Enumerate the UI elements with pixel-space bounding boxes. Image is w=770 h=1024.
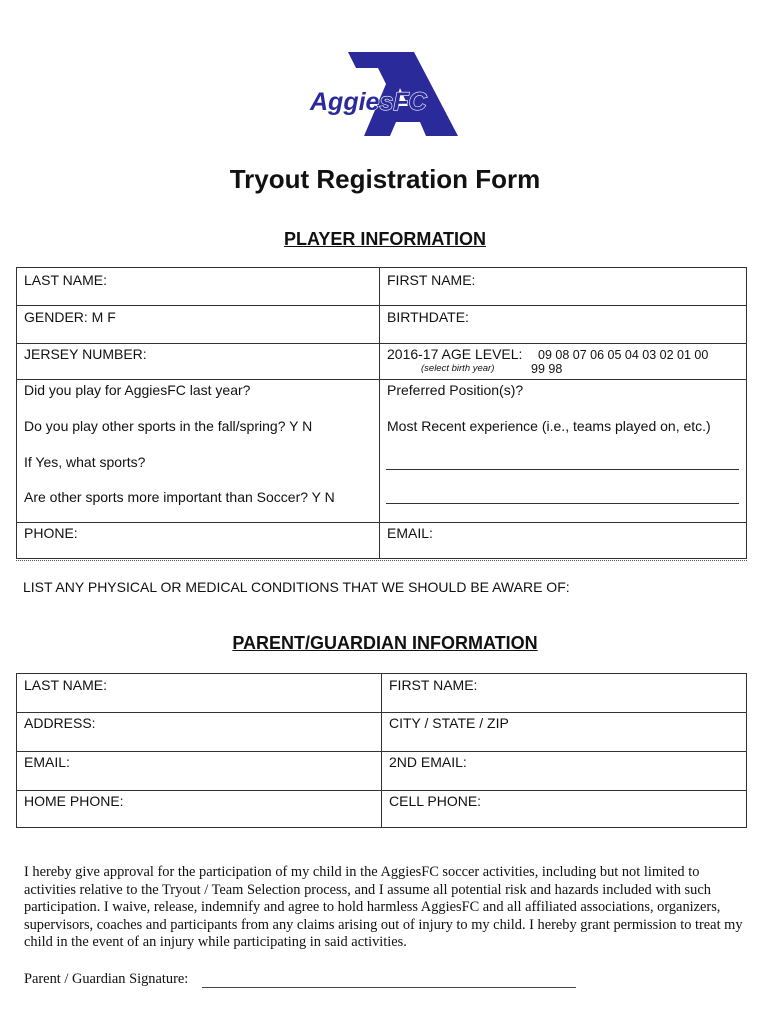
preferred-positions-question[interactable]: Preferred Position(s)? bbox=[387, 382, 524, 398]
logo-text: AggiesFC bbox=[310, 88, 427, 116]
player-info-heading: PLAYER INFORMATION bbox=[283, 229, 486, 249]
parent-email-field[interactable]: EMAIL: bbox=[24, 754, 70, 770]
parent-home-phone-field[interactable]: HOME PHONE: bbox=[24, 793, 124, 809]
player-email-field[interactable]: EMAIL: bbox=[387, 525, 433, 541]
parent-last-name-field[interactable]: LAST NAME: bbox=[24, 677, 107, 693]
parent-info-heading: PARENT/GUARDIAN INFORMATION bbox=[232, 633, 538, 653]
player-info-table bbox=[16, 267, 747, 559]
age-level-years-row1[interactable]: 09 08 07 06 05 04 03 02 01 00 bbox=[538, 348, 709, 362]
parent-cell-phone-field[interactable]: CELL PHONE: bbox=[389, 793, 482, 809]
player-jersey-number-field[interactable]: JERSEY NUMBER: bbox=[24, 346, 147, 362]
waiver-paragraph: I hereby give approval for the participation of my child in the AggiesFC soccer activities, including but not limited to activities relative to the Tryout / Team Selection process, and I assume all potential risk and hazards included with such participation. I waive, release, indemnify and agree to hold harmless AggiesFC and all affiliated associations, organizers, supervisors, coaches and participants from any claims arising out of injury to my child. I hereby grant permission to treat my child in the event of an injury while participating in said activities. bbox=[24, 864, 743, 951]
player-phone-field[interactable]: PHONE: bbox=[24, 525, 78, 541]
signature-line[interactable] bbox=[202, 987, 576, 988]
player-last-name-field[interactable]: LAST NAME: bbox=[24, 272, 107, 288]
parent-address-field[interactable]: ADDRESS: bbox=[24, 715, 96, 731]
player-birthdate-field[interactable]: BIRTHDATE: bbox=[387, 309, 469, 325]
signature-label: Parent / Guardian Signature: bbox=[24, 971, 189, 987]
more-important-question[interactable]: Are other sports more important than Soccer? Y N bbox=[24, 489, 335, 505]
parent-info-table bbox=[16, 673, 747, 828]
age-level-years-row2[interactable]: 99 98 bbox=[531, 362, 563, 376]
aggiesfc-logo bbox=[308, 48, 468, 140]
player-first-name-field[interactable]: FIRST NAME: bbox=[387, 272, 476, 288]
select-birth-year-hint: (select birth year) bbox=[421, 363, 495, 374]
section-divider bbox=[16, 560, 747, 561]
medical-conditions-field[interactable]: LIST ANY PHYSICAL OR MEDICAL CONDITIONS THAT WE SHOULD BE AWARE OF: bbox=[23, 579, 570, 595]
parent-city-state-zip-field[interactable]: CITY / STATE / ZIP bbox=[389, 715, 509, 731]
parent-email2-field[interactable]: 2ND EMAIL: bbox=[389, 754, 467, 770]
recent-experience-question: Most Recent experience (i.e., teams played on, etc.) bbox=[387, 418, 711, 434]
recent-experience-line-2[interactable] bbox=[386, 503, 739, 504]
form-title: Tryout Registration Form bbox=[229, 164, 541, 194]
played-last-year-question[interactable]: Did you play for AggiesFC last year? bbox=[24, 382, 251, 398]
player-age-level-label: 2016-17 AGE LEVEL: bbox=[387, 346, 523, 362]
parent-first-name-field[interactable]: FIRST NAME: bbox=[389, 677, 478, 693]
other-sports-question[interactable]: Do you play other sports in the fall/spring? Y N bbox=[24, 418, 313, 434]
player-gender-field[interactable]: GENDER: M F bbox=[24, 309, 116, 325]
recent-experience-line-1[interactable] bbox=[386, 469, 739, 470]
if-yes-sports-question[interactable]: If Yes, what sports? bbox=[24, 454, 146, 470]
